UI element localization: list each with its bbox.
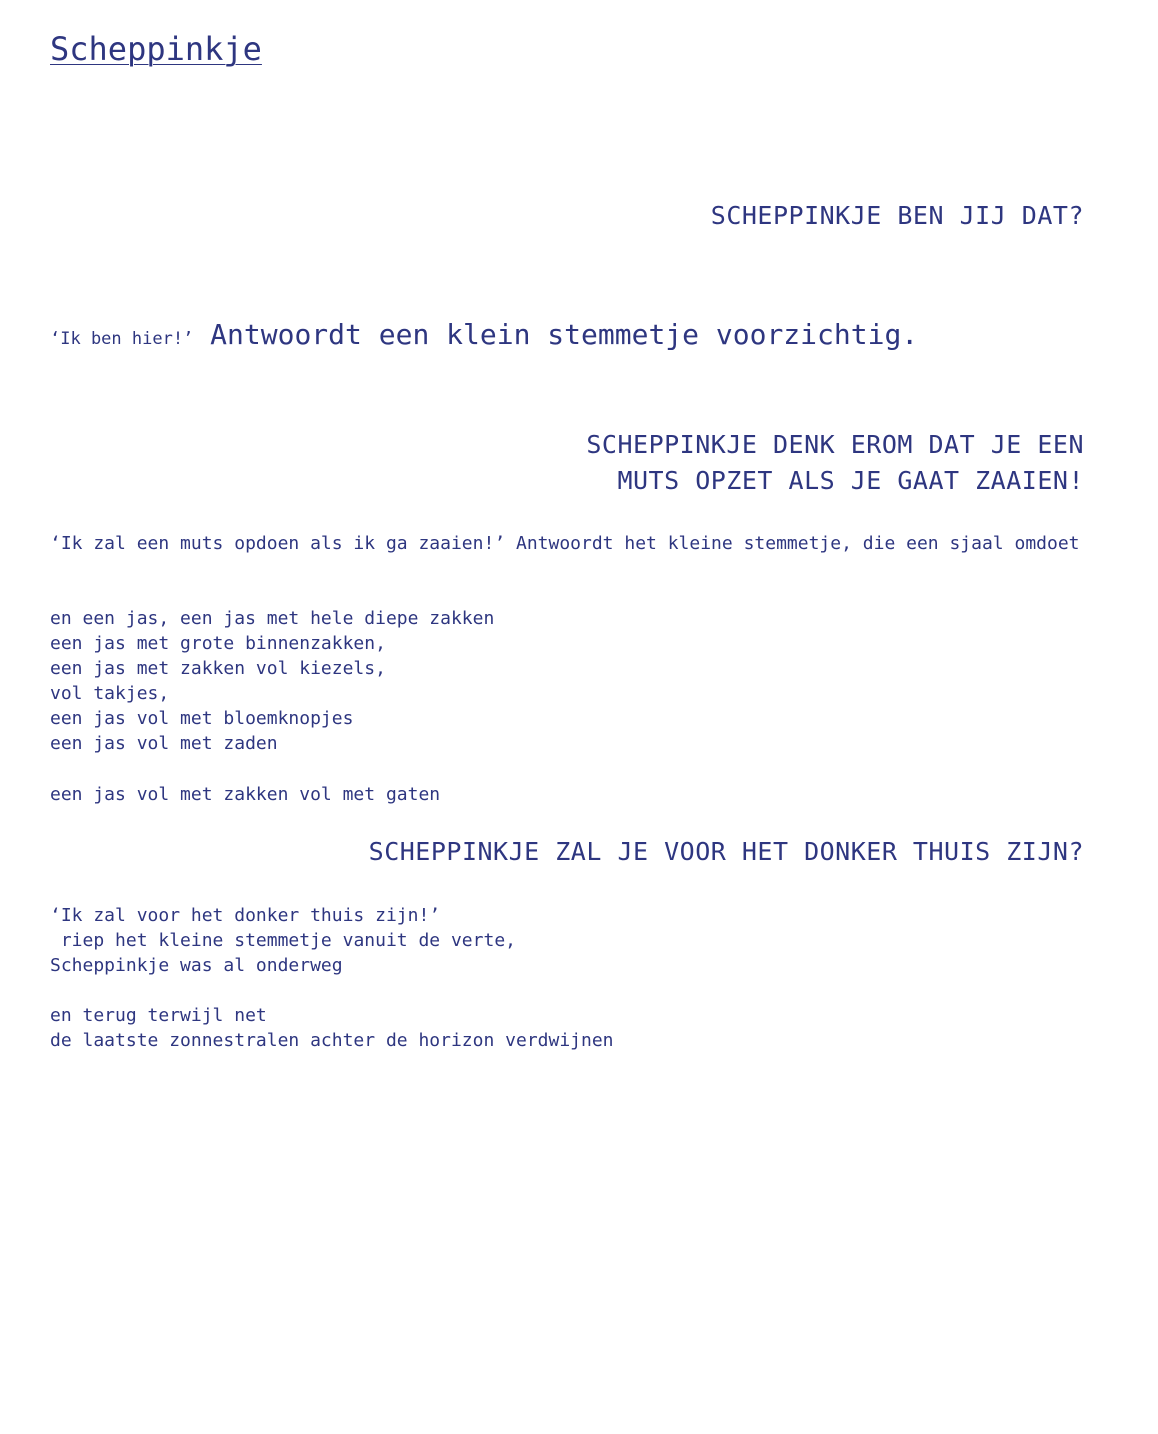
verse-2: een jas vol met zakken vol met gaten bbox=[50, 784, 441, 805]
answer-1 bbox=[50, 318, 918, 351]
verse-1: en een jas, een jas met hele diepe zakken een jas met grote binnenzakken, een jas met zakken vol kiezels, vol takjes, een jas vol met bloemknopjes een jas vol met zaden bbox=[50, 608, 495, 754]
verse-3: en terug terwijl net de laatste zonnestralen achter de horizon verdwijnen bbox=[50, 1005, 614, 1051]
call-heading-2: SCHEPPINKJE DENK EROM DAT JE EEN MUTS OPZET ALS JE GAAT ZAAIEN! bbox=[586, 430, 1084, 495]
call-heading-3: SCHEPPINKJE ZAL JE VOOR HET DONKER THUIS ZIJN? bbox=[368, 837, 1084, 866]
site-title-link[interactable]: Scheppinkje bbox=[50, 30, 262, 68]
call-heading-1: SCHEPPINKJE BEN JIJ DAT? bbox=[710, 201, 1084, 230]
page bbox=[50, 0, 1084, 1434]
answer-1-quote: ‘Ik ben hier!’ bbox=[50, 329, 194, 349]
answer-2: ‘Ik zal een muts opdoen als ik ga zaaien!’ Antwoordt het kleine stemmetje, die een sjaal omdoet bbox=[50, 533, 1080, 554]
answer-3: ‘Ik zal voor het donker thuis zijn!’ riep het kleine stemmetje vanuit de verte, Scheppinkje was al onderweg bbox=[50, 905, 516, 976]
answer-1-text: Antwoordt een klein stemmetje voorzichtig. bbox=[193, 318, 919, 351]
